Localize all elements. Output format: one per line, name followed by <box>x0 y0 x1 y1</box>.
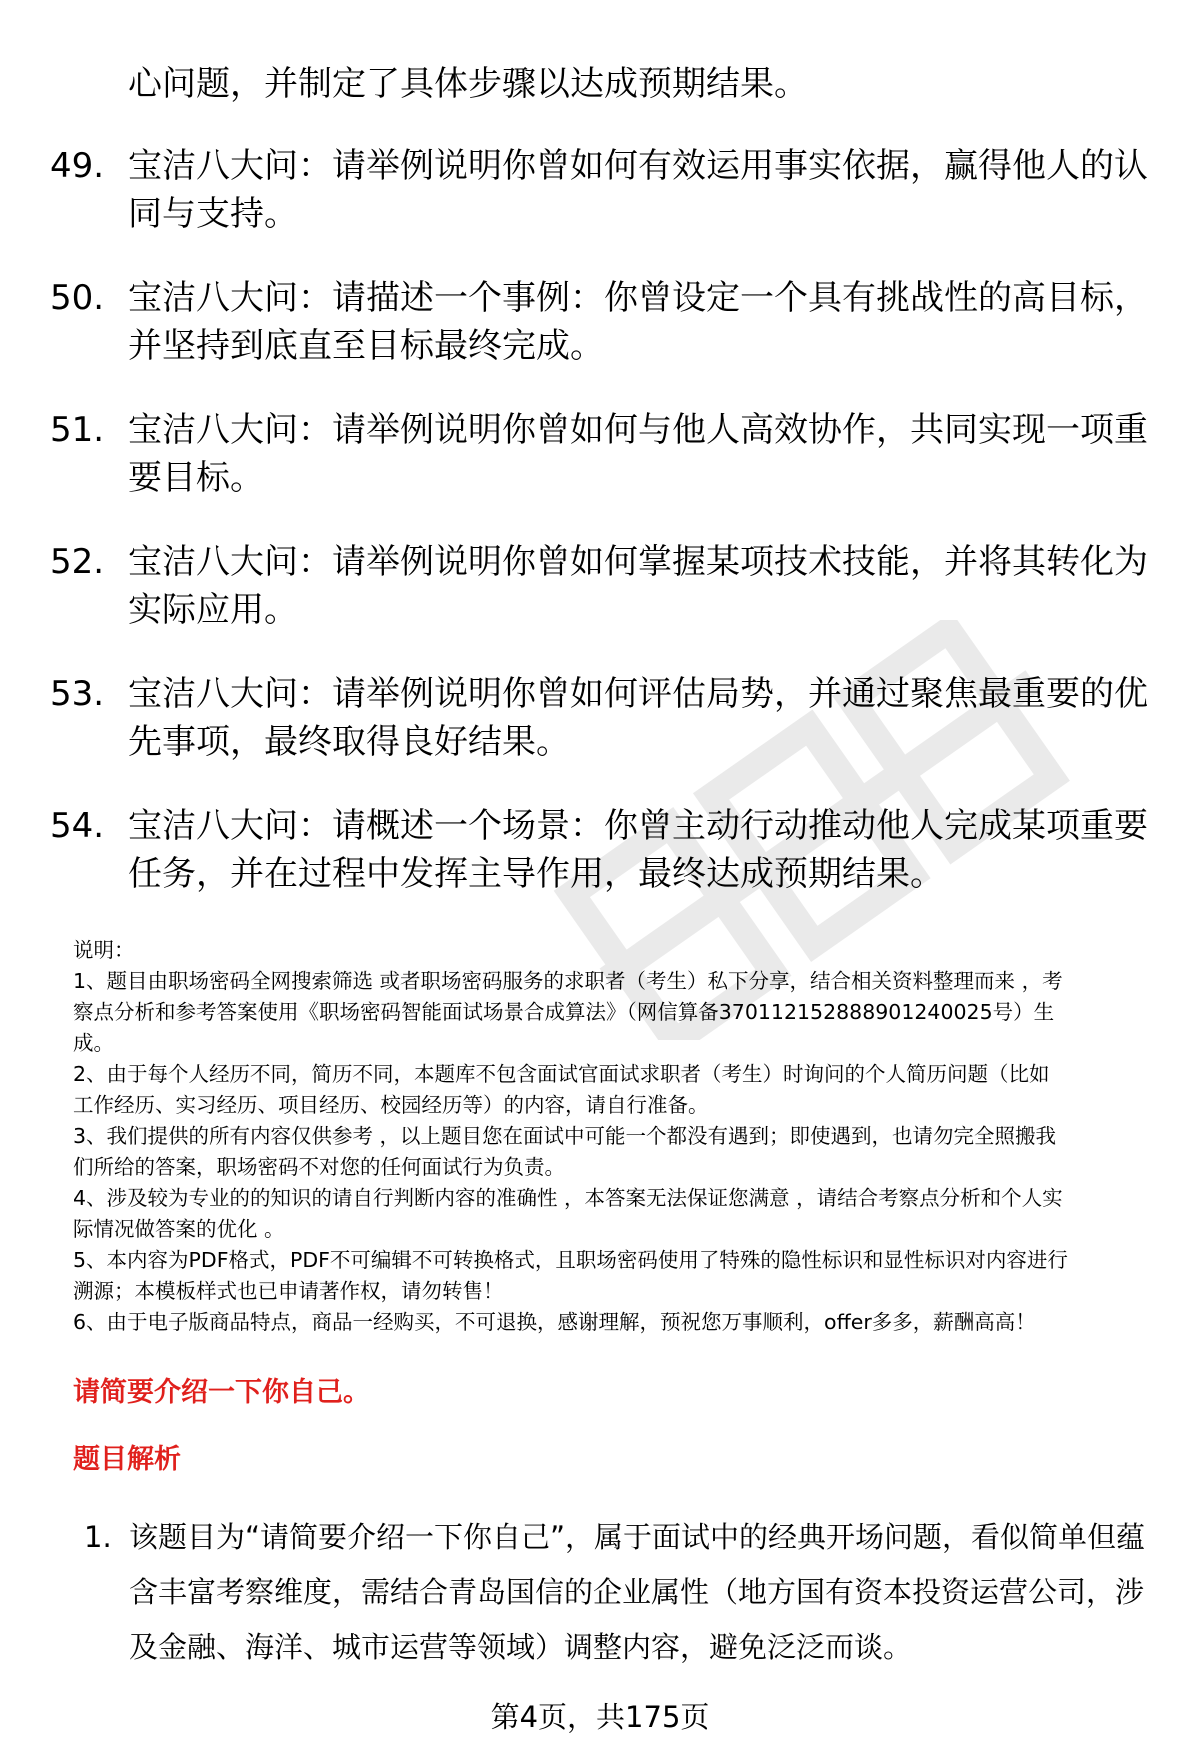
note-line: 工作经历、实习经历、项目经历、校园经历等）的内容，请自行准备。 <box>73 1093 709 1117</box>
question-text: 宝洁八大问：请举例说明你曾如何掌握某项技术技能，并将其转化为实际应用。 <box>128 542 1148 630</box>
question-item <box>50 142 1160 238</box>
question-text: 宝洁八大问：请举例说明你曾如何与他人高效协作，共同实现一项重要目标。 <box>128 410 1148 498</box>
question-number: 52. <box>50 542 105 582</box>
question-number: 54. <box>50 806 105 846</box>
note-line: 成。 <box>73 1031 114 1055</box>
question-text: 宝洁八大问：请举例说明你曾如何评估局势，并通过聚焦最重要的优先事项，最终取得良好结果。 <box>128 674 1148 762</box>
question-text: 宝洁八大问：请举例说明你曾如何有效运用事实依据，赢得他人的认同与支持。 <box>128 146 1148 234</box>
note-line: 2、由于每个人经历不同，简历不同，本题库不包含面试官面试求职者（考生）时询问的个人简历问题（比如 <box>73 1062 1050 1086</box>
question-text: 宝洁八大问：请描述一个事例：你曾设定一个具有挑战性的高目标，并坚持到底直至目标最终完成。 <box>128 278 1148 366</box>
analysis-item <box>84 1510 1159 1675</box>
question-number: 49. <box>50 146 105 186</box>
notes-title: 说明： <box>73 938 135 962</box>
question-text: 宝洁八大问：请概述一个场景：你曾主动行动推动他人完成某项重要任务，并在过程中发挥主导作用，最终达成预期结果。 <box>128 806 1148 894</box>
question-item <box>50 670 1160 766</box>
note-line: 际情况做答案的优化 。 <box>73 1217 285 1241</box>
analysis-number: 1. <box>84 1520 112 1554</box>
note-line: 3、我们提供的所有内容仅供参考 ，以上题目您在面试中可能一个都没有遇到；即使遇到，也请勿完全照搬我 <box>73 1124 1057 1148</box>
analysis-title: 题目解析 <box>73 1444 181 1475</box>
question-list <box>50 60 1160 934</box>
question-title: 请简要介绍一下你自己。 <box>73 1377 370 1408</box>
question-number: 53. <box>50 674 105 714</box>
question-number: 50. <box>50 278 105 318</box>
note-line: 溯源；本模板样式也已申请著作权，请勿转售！ <box>73 1279 504 1303</box>
note-line: 1、题目由职场密码全网搜索筛选 或者职场密码服务的求职者（考生）私下分享，结合相关资料整理而来 ，考 <box>73 969 1063 993</box>
note-line: 6、由于电子版商品特点，商品一经购买，不可退换，感谢理解，预祝您万事顺利，offer多多，薪酬高高！ <box>73 1310 1036 1334</box>
question-item <box>50 802 1160 898</box>
question-number: 51. <box>50 410 105 450</box>
analysis-text: 该题目为“请简要介绍一下你自己”，属于面试中的经典开场问题，看似简单但蕴含丰富考察维度，需结合青岛国信的企业属性（地方国有资本投资运营公司，涉及金融、海洋、城市运营等领域）调整内容，避免泛泛而谈。 <box>129 1520 1146 1664</box>
note-line: 察点分析和参考答案使用《职场密码智能面试场景合成算法》（网信算备370112152888901240025号）生 <box>73 1000 1055 1024</box>
note-line: 们所给的答案，职场密码不对您的任何面试行为负责。 <box>73 1155 565 1179</box>
question-continuation: 心问题，并制定了具体步骤以达成预期结果。 <box>128 64 808 104</box>
notes-section <box>73 935 1153 1338</box>
note-line: 4、涉及较为专业的的知识的请自行判断内容的准确性 ，本答案无法保证您满意 ，请结合考察点分析和个人实 <box>73 1186 1063 1210</box>
note-line: 5、本内容为PDF格式，PDF不可编辑不可转换格式，且职场密码使用了特殊的隐性标识和显性标识对内容进行 <box>73 1248 1068 1272</box>
question-item <box>50 406 1160 502</box>
page-footer: 第4页，共175页 <box>490 1700 710 1734</box>
question-item <box>50 538 1160 634</box>
question-item <box>50 274 1160 370</box>
